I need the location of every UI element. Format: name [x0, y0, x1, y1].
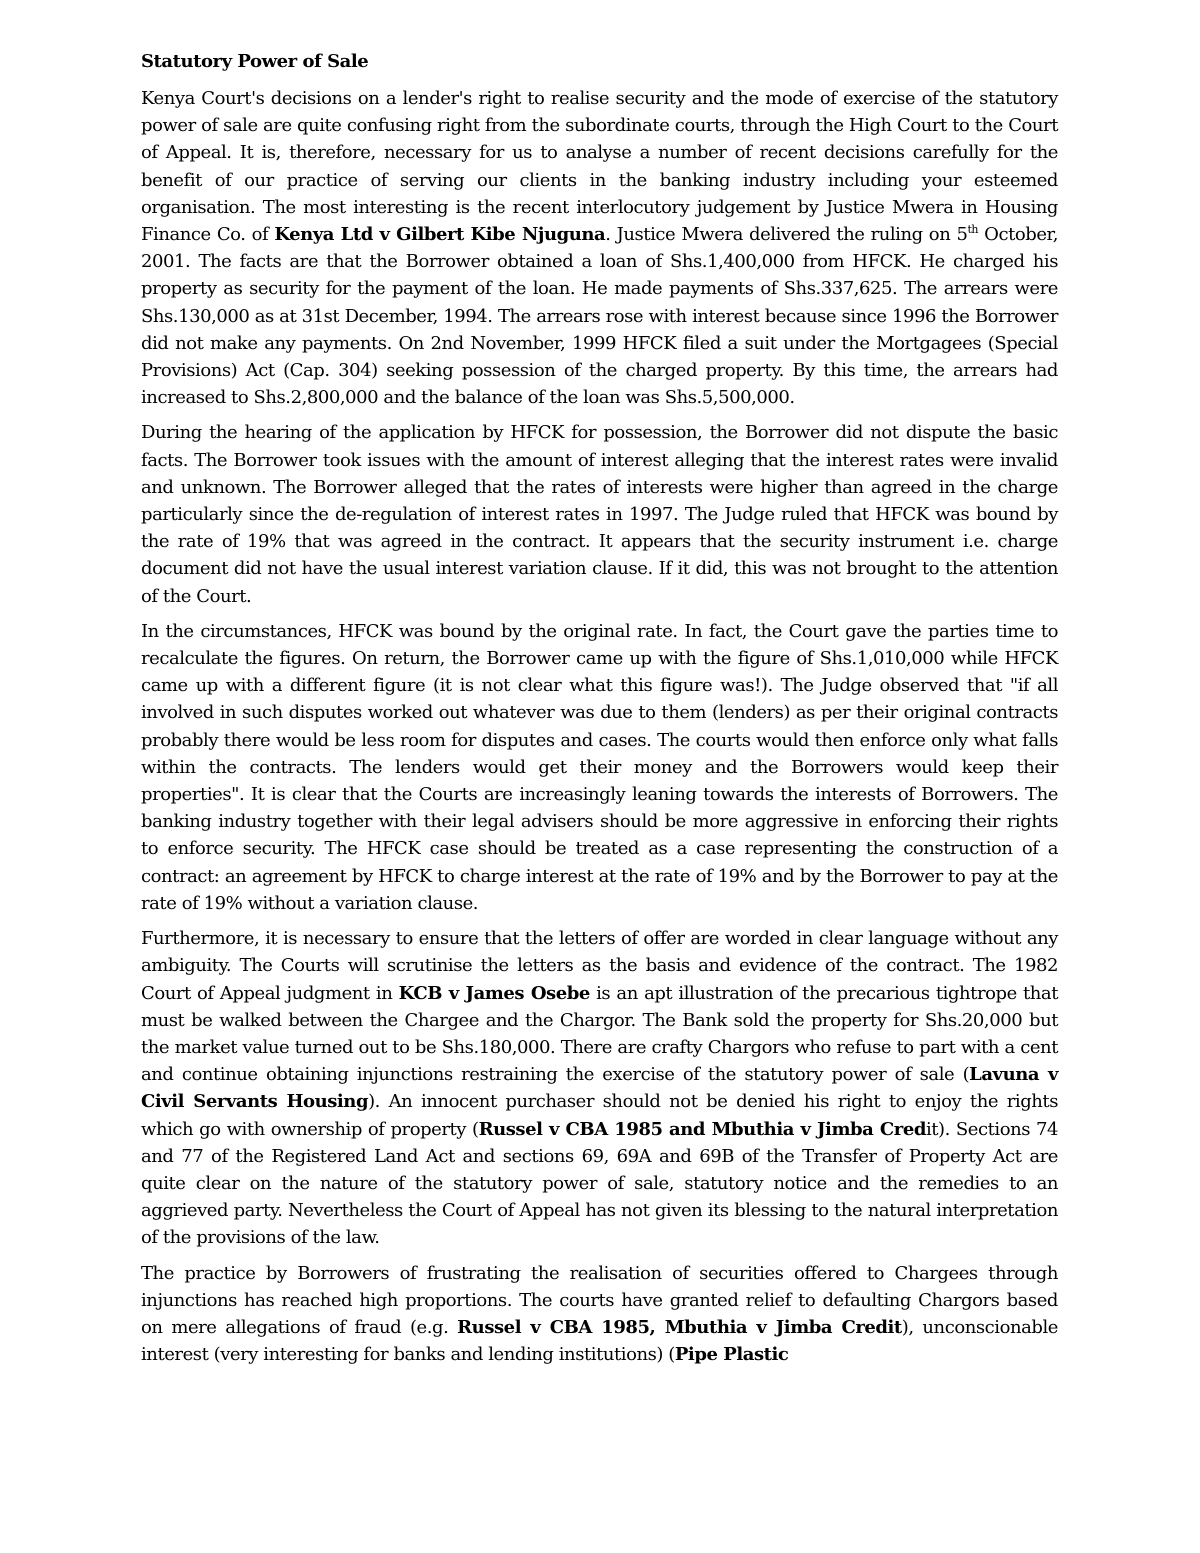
text-segment: Kenya Court's decisions on a lender's right to realise security and the mode of exercise of the statutory power of sale are quite confusing right from the subordinate courts, through the High Court to the Court of Appeal. It is, therefore, necessary for us to analyse a number of recent decisions carefully for the benefit of our practice of serving our clients in the banking industry including your esteemed organisation. The most interesting is the recent interlocutory judgement by Justice Mwera in Housing Finance Co. of: [141, 88, 1058, 246]
document-heading: Statutory Power of Sale: [141, 51, 369, 72]
text-segment: is an apt illustration of the precarious tightrope that must be walked between the Chargee and the Chargor. The Bank sold the property for Shs.20,000 but the market value turned out to be Shs.180,000. There are crafty Chargors who refuse to part with a cent and continue obtaining injunctions restraining the exercise of the statutory power of sale (: [141, 982, 1058, 1086]
ordinal-suffix: th: [967, 223, 979, 237]
case-name-kcb-v-osebe: KCB v James Osebe: [398, 982, 590, 1004]
text-segment: During the hearing of the application by HFCK for possession, the Borrower did not dispute the basic facts. The Borrower took issues with the amount of interest alleging that the interest rates were invalid and unknown. The Borrower alleged that the rates of interests were higher than agreed in the charge particularly since the de-regulation of interest rates in 1997. The Judge ruled that HFCK was bound by the rate of 19% that was agreed in the contract. It appears that the security instrument i.e. charge document did not have the usual interest variation clause. If it did, this was not brought to the attention of the Court.: [141, 422, 1058, 607]
text-segment: In the circumstances, HFCK was bound by the original rate. In fact, the Court gave the parties time to recalculate the figures. On return, the Borrower came up with the figure of Shs.1,010,000 while HFCK came up with a different figure (it is not clear what this figure was!). The Judge observed that "if all involved in such disputes worked out whatever was due to them (lenders) as per their original contracts probably there would be less room for disputes and cases. The courts would then enforce only what falls within the contracts. The lenders would get their money and the Borrowers would keep their properties". It is clear that the Courts are increasingly leaning towards the interests of Borrowers. The banking industry together with their legal advisers should be more aggressive in enforcing their rights to enforce security. The HFCK case should be treated as a case representing the construction of a contract: an agreement by HFCK to charge interest at the rate of 19% and by the Borrower to pay at the rate of 19% without a variation clause.: [141, 620, 1058, 914]
case-name-pipe-plastic: Pipe Plastic: [674, 1344, 789, 1366]
paragraph-3: [141, 618, 1058, 917]
text-segment: ), unconscionable interest (very interesting for banks and lending institutions) (: [141, 1316, 1058, 1366]
text-segment: it). Sections 74 and 77 of the Registered Land Act and sections 69, 69A and 69B of the Transfer of Property Act are quite clear on the nature of the statutory power of sale, statutory notice and the remedies to an aggrieved party. Nevertheless the Court of Appeal has not given its blessing to the natural interpretation of the provisions of the law.: [141, 1118, 1058, 1249]
case-name-russel-mbuthia: Russel v CBA 1985 and Mbuthia v Jimba Cred: [478, 1118, 926, 1140]
text-segment: . Justice Mwera delivered the ruling on 5: [605, 224, 968, 246]
case-name-russel-mbuthia: Russel v CBA 1985, Mbuthia v Jimba Credit: [457, 1316, 902, 1338]
case-name-lavuna: Lavuna v Civil Servants Housing: [141, 1064, 1058, 1113]
paragraph-5: [141, 1260, 1058, 1369]
text-segment: The practice by Borrowers of frustrating the realisation of securities offered to Chargees through injunctions has reached high proportions. The courts have granted relief to defaulting Chargors based on mere allegations of fraud (e.g.: [141, 1262, 1058, 1338]
text-segment: Furthermore, it is necessary to ensure that the letters of offer are worded in clear language without any ambiguity. The Courts will scrutinise the letters as the basis and evidence of the contract. The 1982 Court of Appeal judgment in: [141, 928, 1058, 1004]
paragraph-4: [141, 925, 1058, 1251]
text-segment: October, 2001. The facts are that the Borrower obtained a loan of Shs.1,400,000 from HFCK. He charged his property as security for the payment of the loan. He made payments of Shs.337,625. The arrears were Shs.130,000 as at 31st December, 1994. The arrears rose with interest because since 1996 the Borrower did not make any payments. On 2nd November, 1999 HFCK filed a suit under the Mortgagees (Special Provisions) Act (Cap. 304) seeking possession of the charged property. By this time, the arrears had increased to Shs.2,800,000 and the balance of the loan was Shs.5,500,000.: [141, 224, 1058, 409]
case-name-hfck-v-njuguna: Kenya Ltd v Gilbert Kibe Njuguna: [274, 224, 606, 246]
paragraph-1: [141, 85, 1058, 411]
text-segment: ). An innocent purchaser should not be denied his right to enjoy the rights which go with ownership of property (: [141, 1091, 1058, 1140]
document-page: [141, 48, 1058, 1376]
paragraph-2: [141, 419, 1058, 609]
